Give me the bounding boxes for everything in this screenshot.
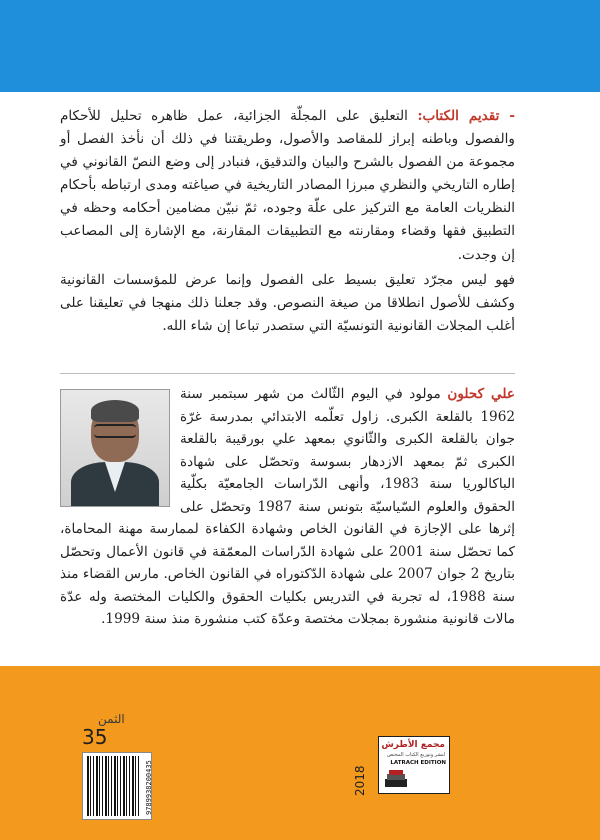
price-value: 35 <box>82 725 108 749</box>
barcode-bars <box>87 756 139 816</box>
author-bio <box>60 383 515 631</box>
publisher-logo <box>378 736 450 794</box>
top-blue-band <box>0 0 600 92</box>
book-introduction <box>60 105 515 340</box>
intro-paragraph-2: فهو ليس مجرّد تعليق بسيط على الفصول وإنما عرض للمؤسسات القانونية وكشف للأصول انطلاقا من صيغة النصوص. وقد جعلنا ذلك منهجا في تعليقنا على أغلب المجلات القانونية التونسيّة التي ستصدر تباعا إن شاء الله. <box>60 271 515 334</box>
publisher-logo-icon <box>383 767 409 789</box>
publication-year: 2018 <box>353 765 367 796</box>
barcode-number: 9789938200435 <box>145 760 153 815</box>
intro-label: - تقديم الكتاب: <box>417 108 515 124</box>
section-divider <box>60 373 515 374</box>
publisher-name-ar: مجمع الأطرش <box>381 740 445 750</box>
intro-text-1: التعليق على المجلّة الجزائية، عمل ظاهره تحليل للأحكام والفصول وباطنه إبراز للمقاصد والأصول، وطريقتنا في ذلك أن نأخذ الفصل أو مجموعة من الفصول بالشرح والبيان والتدقيق، فنبادر إلى وضع النصّ القانوني في إطاره التاريخي والنظري مبرزا المصادر التاريخية في صياغته ومدى ارتباطه بأحكام النظريات العامة مع التركيز على علّة وجوده، ثمّ نبيّن مضامين أحكامه وحظه في التطبيق فقها وقضاء ومقارنته مع التطبيقات المقارنة، مع الإشارة إلى المصاعب إن وجدت. <box>60 108 515 263</box>
price-label: الثمن <box>98 712 125 726</box>
barcode <box>82 752 152 820</box>
publisher-name-en: LATRACH EDITION <box>390 760 446 766</box>
author-photo <box>60 389 170 507</box>
intro-paragraph-1 <box>60 105 515 267</box>
author-bio-text: مولود في اليوم الثّالث من شهر سبتمبر سنة 1962 بالقلعة الكبرى. زاول تعلّمه الابتدائي بمدرسة غرّة جوان بالقلعة الكبرى والثّانوي بمعهد علي بورقيبة بالقلعة الكبرى ثمّ بمعهد الازدهار بسوسة وتحصّل على شهادة الباكالوريا سنة 1983، وأنهى الدّراسات الجامعيّة بكلّية الحقوق والعلوم السّياسيّة بتونس سنة 1987 وتحصّل على إثرها على الإجازة في القانون الخاص وشهادة الكفاءة لممارسة مهنة المحاماة، كما تحصّل سنة 2001 على شهادة الدّراسات المعمّقة في قانون الأعمال وتحصّل بتاريخ 2 جوان 2007 على شهادة الدّكتوراه في القانون الخاص. مارس القضاء منذ سنة 1988، له تجربة في التدريس بكليات الحقوق والكليات المختصة وله عدّة مالات قانونية منشورة بمجلات مختصة وعدّة كتب منشورة منذ سنة 1999. <box>60 386 516 627</box>
author-name: علي كحلون <box>447 386 515 402</box>
publisher-subtitle: لنشر وتوزيع الكتاب المختص <box>387 752 445 758</box>
